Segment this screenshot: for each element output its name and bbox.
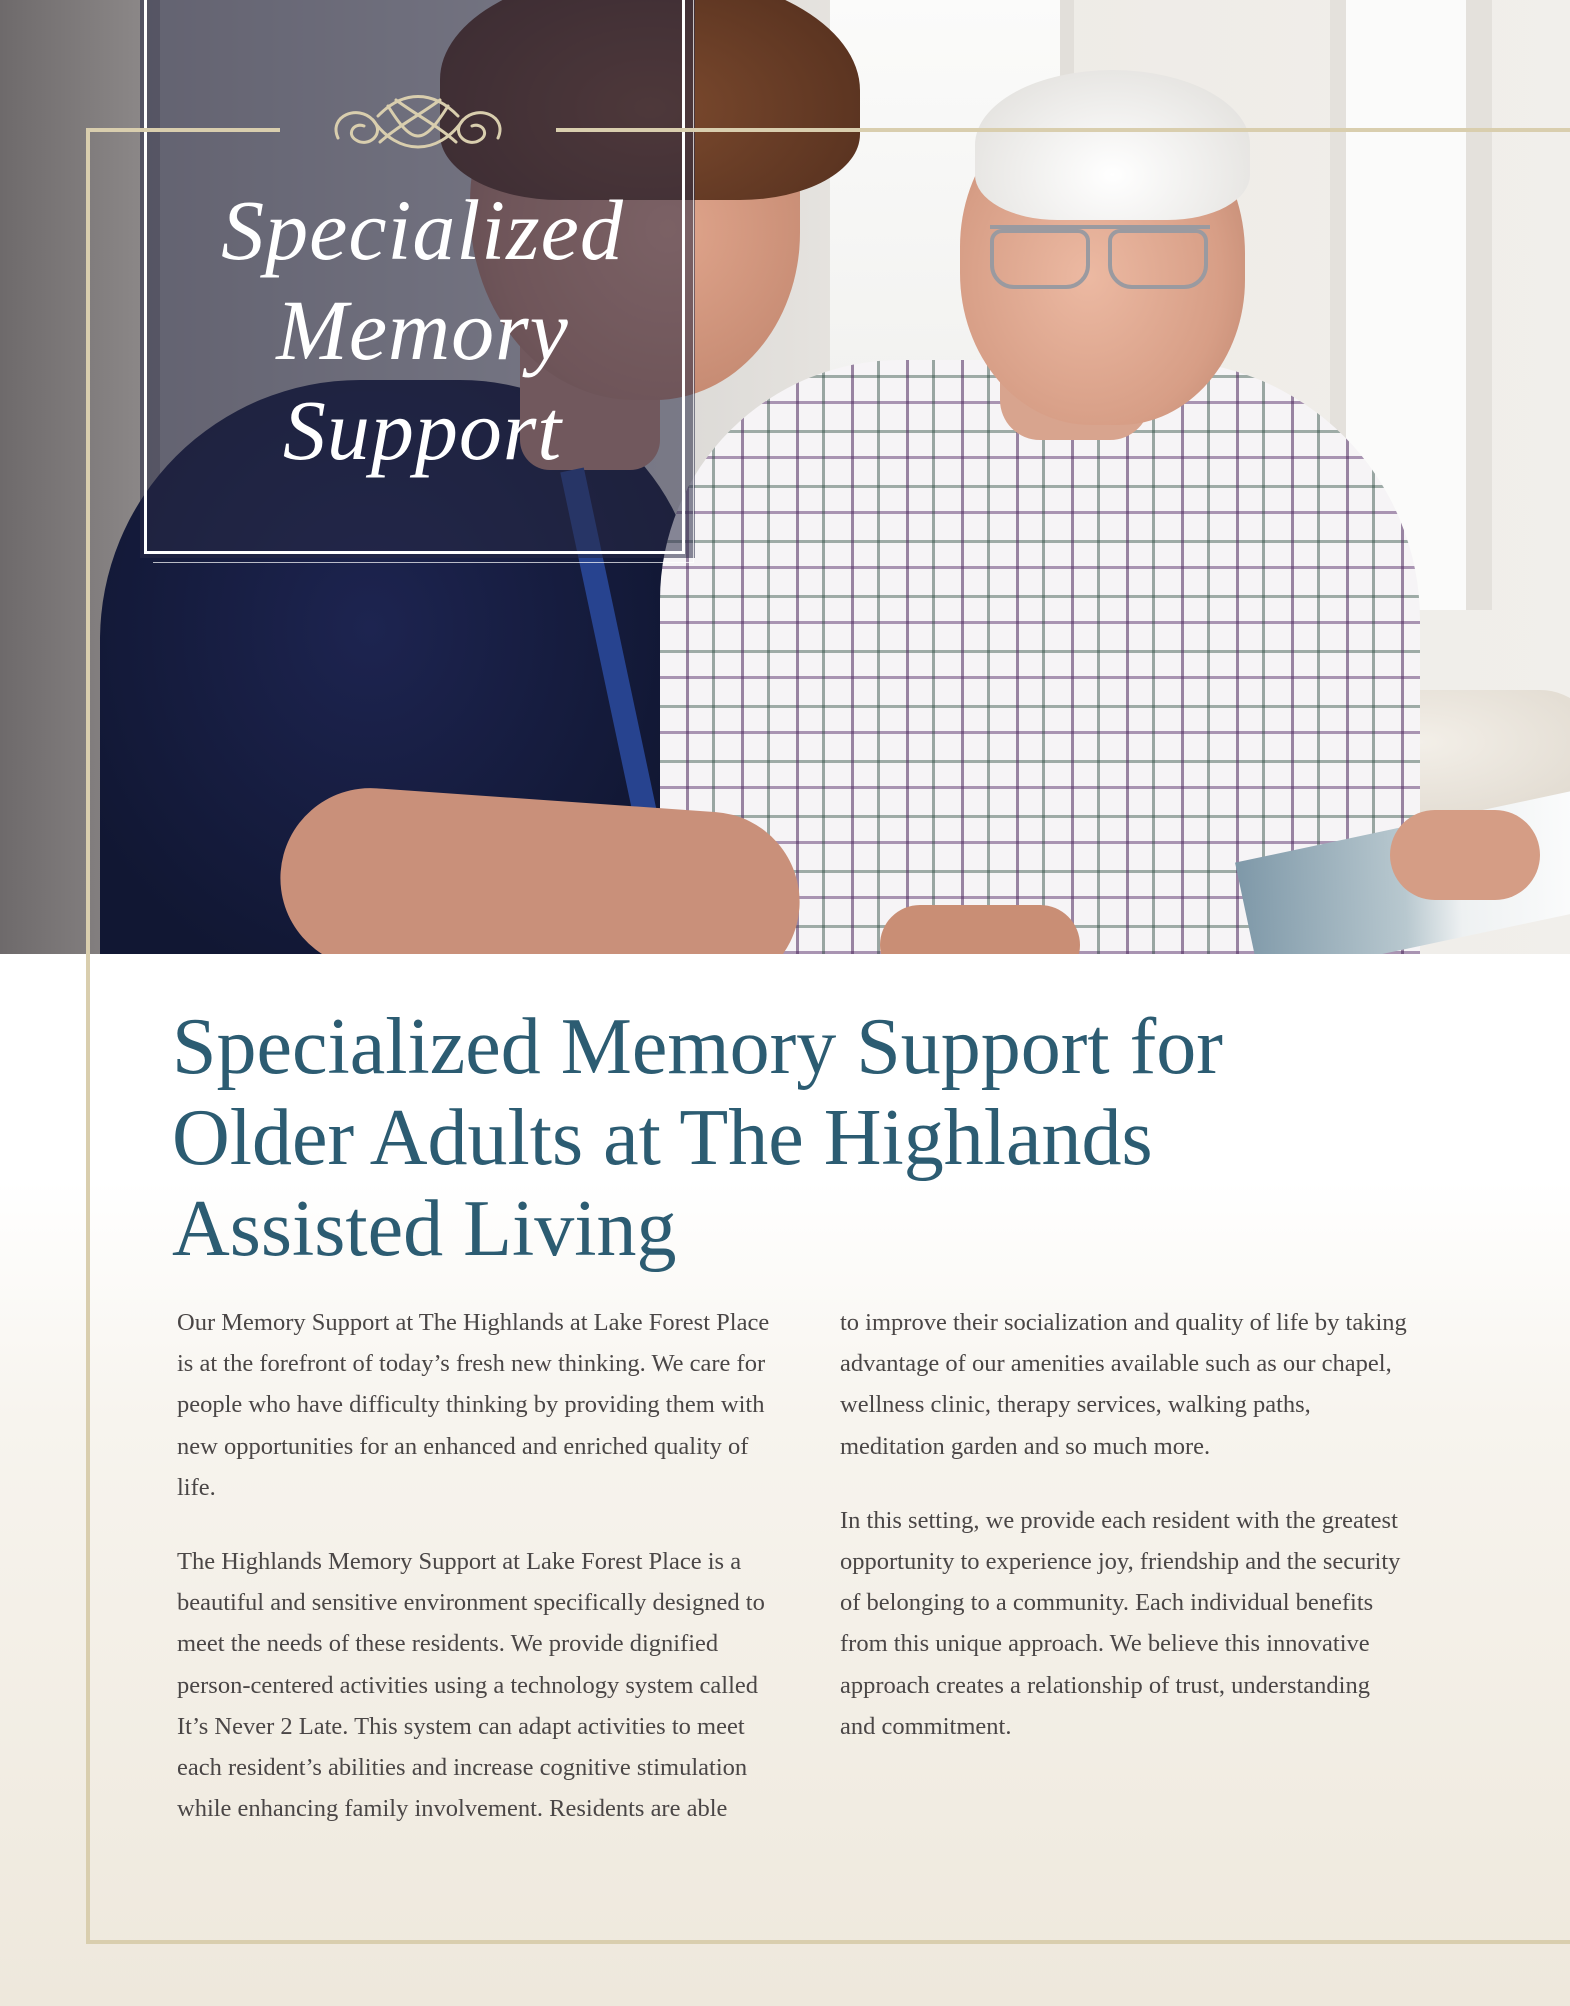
script-title-line-1: Specialized [221, 182, 624, 278]
flourish-ornament-icon [318, 86, 518, 166]
script-title-line-3: Support [282, 382, 563, 478]
photo-glasses [990, 225, 1210, 299]
body-paragraph: to improve their socialization and quality of life by taking advantage of our amenities available such as our chapel, wellness clinic, therapy services, walking paths, meditation garden and so much more. [840, 1309, 1407, 1460]
script-title [150, 180, 695, 480]
gold-frame-bottom [86, 1940, 1570, 1944]
gold-frame-top-left [86, 128, 280, 132]
gold-frame-top-right [556, 128, 1570, 132]
page-headline: Specialized Memory Support for Older Adults at The Highlands Assisted Living [172, 1003, 1223, 1273]
script-title-line-2: Memory [276, 282, 569, 378]
gold-frame-left [86, 128, 90, 1944]
body-paragraph: In this setting, we provide each resident with the greatest opportunity to experience joy, friendship and the security of belonging to a community. Each individual benefits from this unique approach. We believe this innovative approach creates a relationship of trust, understanding and commitment. [840, 1506, 1401, 1740]
body-paragraph: The Highlands Memory Support at Lake Forest Place is a beautiful and sensitive environment specifically designed to meet the needs of these residents. We provide dignified person-centered activities using a technology system called It’s Never 2 Late. This system can adapt activities to meet each resident’s abilities and increase cognitive stimulation while enhancing family involvement. Residents are able [177, 1548, 765, 1823]
photo-resident-hair [975, 70, 1250, 220]
body-paragraph: Our Memory Support at The Highlands at Lake Forest Place is at the forefront of today’s fresh new thinking. We care for people who have difficulty thinking by providing them with new opportunities for an enhanced and enriched quality of life. [177, 1309, 770, 1501]
photo-resident-hand-left [880, 905, 1080, 954]
body-column-right [840, 1302, 1410, 1780]
photo-resident-hand-right [1390, 810, 1540, 900]
body-column-left [177, 1302, 777, 1862]
